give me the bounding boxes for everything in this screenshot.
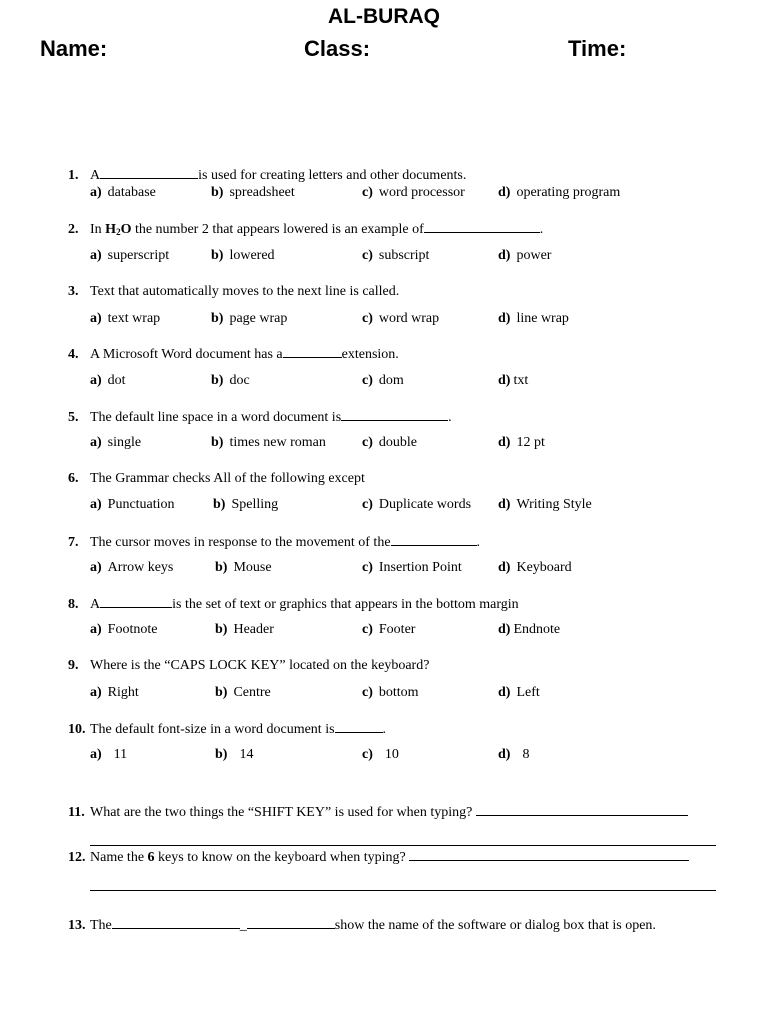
option-b[interactable]: b) times new roman	[211, 435, 326, 450]
option-c[interactable]: c) Footer	[362, 622, 416, 637]
formula-h2o: $H_2O$	[105, 222, 132, 237]
question-5: 5. The default line space in a word document is .	[68, 410, 452, 425]
answer-blank[interactable]	[335, 721, 383, 733]
option-a[interactable]: a) Punctuation	[90, 497, 175, 512]
option-a[interactable]: a) 11	[90, 747, 128, 762]
option-a[interactable]: a) single	[90, 435, 142, 450]
question-2: 2. In $H_2O$ the number 2 that appears lowered is an example of .	[68, 222, 544, 237]
question-8: 8. A is the set of text or graphics that appears in the bottom margin	[68, 597, 519, 612]
answer-blank[interactable]	[424, 221, 540, 233]
option-d[interactable]: d) 8	[498, 747, 530, 762]
question-number: 4.	[68, 347, 79, 362]
class-label: Class:	[304, 36, 371, 61]
option-b[interactable]: b) page wrap	[211, 311, 288, 326]
option-d[interactable]: d) operating program	[498, 185, 621, 200]
answer-blank[interactable]	[391, 534, 477, 546]
option-c[interactable]: c) subscript	[362, 248, 430, 263]
option-d[interactable]: d) Writing Style	[498, 497, 592, 512]
question-1	[68, 167, 466, 184]
question-10: 10. The default font-size in a word document is .	[68, 722, 387, 737]
answer-blank[interactable]	[112, 917, 240, 929]
time-label: Time:	[568, 36, 627, 61]
answer-blank[interactable]	[476, 804, 688, 816]
answer-blank[interactable]	[341, 409, 448, 421]
option-a[interactable]: a) Right	[90, 685, 139, 700]
option-d[interactable]: d) Endnote	[498, 622, 561, 637]
option-b[interactable]: b) spreadsheet	[211, 185, 295, 200]
question-text: Text that automatically moves to the next line is called.	[90, 284, 400, 299]
option-c[interactable]: c) bottom	[362, 685, 419, 700]
option-b[interactable]: b) lowered	[211, 248, 275, 263]
name-label: Name:	[40, 36, 108, 61]
question-11	[68, 804, 688, 821]
question-number: 7.	[68, 535, 79, 550]
question-number: 8.	[68, 597, 79, 612]
option-a[interactable]: a) text wrap	[90, 311, 161, 326]
option-c[interactable]: c) word wrap	[362, 311, 440, 326]
question-text: is used for creating letters and other documents.	[198, 168, 467, 183]
option-c[interactable]: c) Insertion Point	[362, 560, 462, 575]
question-13: 13. The _ show the name of the software or dialog box that is open.	[68, 918, 656, 933]
option-b[interactable]: b) Centre	[215, 685, 271, 700]
option-c[interactable]: c) Duplicate words	[362, 497, 472, 512]
option-b[interactable]: b) 14	[215, 747, 254, 762]
option-a[interactable]: a) Arrow keys	[90, 560, 174, 575]
answer-blank[interactable]	[409, 849, 689, 861]
option-b[interactable]: b) doc	[211, 373, 250, 388]
question-number: 13.	[68, 918, 86, 933]
question-12: 12. Name the 6 keys to know on the keyboard when typing?	[68, 849, 689, 866]
option-a[interactable]: a) database	[90, 185, 156, 200]
question-9	[68, 658, 429, 674]
question-text: The Grammar checks All of the following except	[90, 471, 365, 486]
question-3	[68, 284, 399, 300]
question-number: 6.	[68, 471, 79, 486]
option-a[interactable]: a) dot	[90, 373, 126, 388]
question-number: 9.	[68, 658, 79, 673]
answer-line[interactable]	[90, 890, 716, 891]
question-6	[68, 471, 365, 487]
question-number: 12.	[68, 850, 86, 865]
question-number: 1.	[68, 168, 79, 183]
option-d[interactable]: d) line wrap	[498, 311, 569, 326]
question-text: What are the two things the “SHIFT KEY” is used for when typing?	[90, 805, 473, 820]
option-b[interactable]: b) Mouse	[215, 560, 272, 575]
option-c[interactable]: c) dom	[362, 373, 404, 388]
question-text: A	[90, 168, 101, 183]
option-a[interactable]: a) superscript	[90, 248, 170, 263]
question-number: 5.	[68, 410, 79, 425]
question-7: 7. The cursor moves in response to the movement of the .	[68, 535, 481, 550]
answer-blank[interactable]	[283, 346, 342, 358]
option-d[interactable]: d) power	[498, 248, 552, 263]
question-number: 3.	[68, 284, 79, 299]
question-number: 2.	[68, 222, 79, 237]
question-number: 11.	[68, 805, 85, 820]
answer-blank[interactable]	[100, 596, 172, 608]
document-title: AL-BURAQ	[328, 5, 440, 28]
option-d[interactable]: d) txt	[498, 373, 529, 388]
option-a[interactable]: a) Footnote	[90, 622, 158, 637]
question-number: 10.	[68, 722, 86, 737]
option-c[interactable]: c) word processor	[362, 185, 465, 200]
question-text: Where is the “CAPS LOCK KEY” located on the keyboard?	[90, 658, 430, 673]
option-c[interactable]: c) double	[362, 435, 417, 450]
answer-line[interactable]	[90, 845, 716, 846]
answer-blank[interactable]	[247, 917, 335, 929]
option-d[interactable]: d) Keyboard	[498, 560, 572, 575]
option-d[interactable]: d) Left	[498, 685, 540, 700]
option-b[interactable]: b) Header	[215, 622, 274, 637]
option-d[interactable]: d) 12 pt	[498, 435, 545, 450]
option-b[interactable]: b) Spelling	[213, 497, 279, 512]
answer-blank[interactable]	[100, 167, 198, 179]
option-c[interactable]: c) 10	[362, 747, 399, 762]
question-4: 4. A Microsoft Word document has a extension.	[68, 347, 399, 362]
